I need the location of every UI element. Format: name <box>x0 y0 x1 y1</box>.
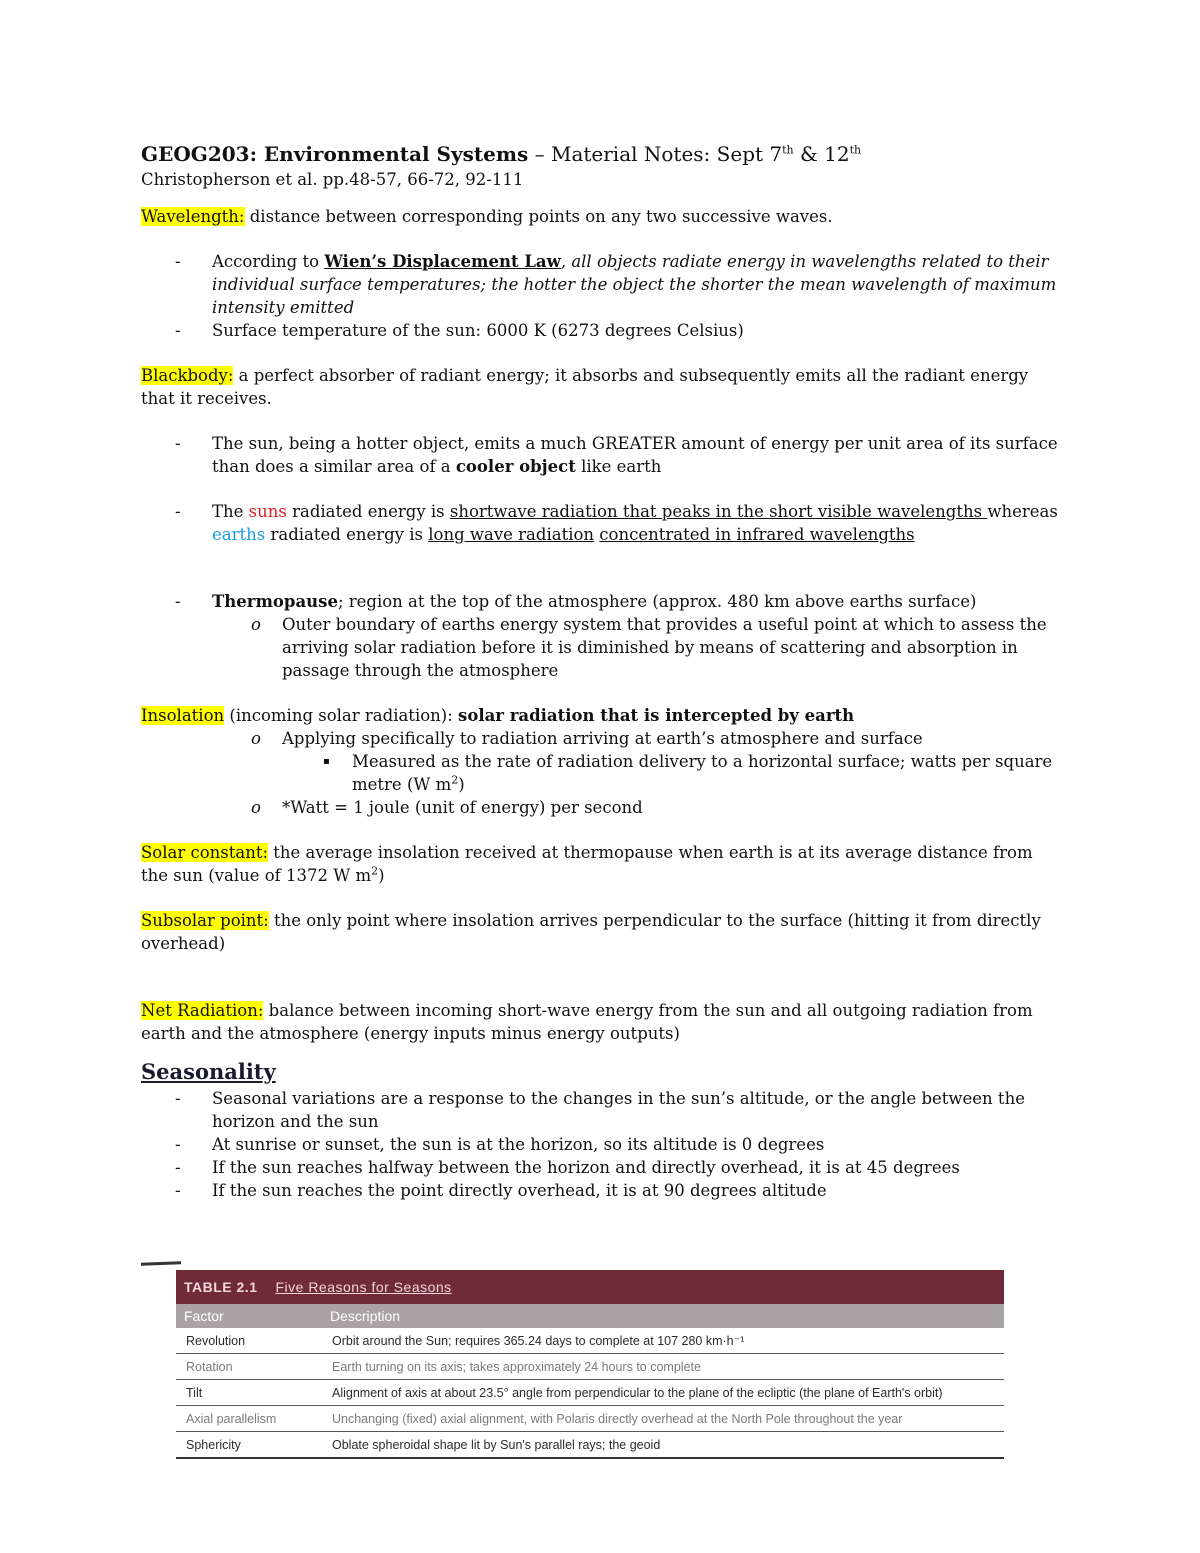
solar-constant-definition: Solar constant: the average insolation received at thermopause when earth is at its average distance from the sun (value of 1372 W $m^2$) <box>141 843 1033 885</box>
sub-sub-list-item: ▪ Measured as the rate of radiation delivery to a horizontal surface; watts per square metre (W $m^2$) <box>323 752 1053 794</box>
blackbody-definition: Blackbody: a perfect absorber of radiant energy; it absorbs and subsequently emits all the radiant energy that it receives. <box>141 366 1029 408</box>
table-row: Revolution Orbit around the Sun; requires 365.24 days to complete at 107 280 km·h⁻¹ <box>176 1328 1004 1354</box>
list-item: - At sunrise or sunset, the sun is at the horizon, so its altitude is 0 degrees <box>175 1135 825 1154</box>
table-row: Axial parallelism Unchanging (fixed) axial alignment, with Polaris directly overhead at the North Pole throughout the year <box>176 1406 1004 1432</box>
column-header-factor: Factor <box>184 1308 224 1324</box>
seasons-table <box>176 1270 1004 1459</box>
net-radiation-definition: Net Radiation: balance between incoming short-wave energy from the sun and all outgoing radiation from earth and the atmosphere (energy inputs minus energy outputs) <box>141 1001 1033 1043</box>
seasonality-heading: Seasonality <box>141 1059 276 1084</box>
course-title: GEOG203: Environmental Systems <box>141 142 529 166</box>
reference-line: Christopherson et al. pp.48-57, 66-72, 92-111 <box>141 170 524 189</box>
table-number: TABLE 2.1 <box>184 1279 258 1295</box>
wavelength-term: Wavelength: <box>141 207 245 226</box>
net-radiation-term: Net Radiation: <box>141 1001 264 1020</box>
subsolar-term: Subsolar point: <box>141 911 269 930</box>
table-header-row <box>176 1304 1004 1328</box>
list-item: - If the sun reaches the point directly overhead, it is at 90 degrees altitude <box>175 1181 827 1200</box>
table-title: Five Reasons for Seasons <box>275 1279 452 1295</box>
table-row: Tilt Alignment of axis at about 23.5° angle from perpendicular to the plane of the ecliptic (the plane of Earth's orbit) <box>176 1380 1004 1406</box>
table-title-bar <box>176 1270 1004 1304</box>
sub-list-item: o Outer boundary of earths energy system that provides a useful point at which to assess the arriving solar radiation before it is diminished by means of scattering and absorption in passage through the atmosphere <box>251 615 1047 680</box>
insolation-definition: Insolation (incoming solar radiation): solar radiation that is intercepted by earth <box>141 706 855 725</box>
list-item: - The sun, being a hotter object, emits a much GREATER amount of energy per unit area of its surface than does a similar area of a cooler object like earth <box>175 434 1058 476</box>
notes-dates: Material Notes: Sept 7 <box>550 142 783 166</box>
document-page <box>141 140 1061 1202</box>
list-item: - Seasonal variations are a response to the changes in the sun’s altitude, or the angle between the horizon and the sun <box>175 1089 1025 1131</box>
table-row: Rotation Earth turning on its axis; takes approximately 24 hours to complete <box>176 1354 1004 1380</box>
column-header-description: Description <box>330 1308 401 1324</box>
sub-list-item: o *Watt = 1 joule (unit of energy) per second <box>251 798 643 817</box>
list-item: - According to Wien’s Displacement Law, all objects radiate energy in wavelengths related to their individual surface temperatures; the hotter the object the shorter the mean wavelength of maximum intensity emitted <box>175 252 1057 317</box>
sub-list-item: o Applying specifically to radiation arriving at earth’s atmosphere and surface <box>251 729 923 748</box>
wavelength-definition: Wavelength: distance between corresponding points on any two successive waves. <box>141 207 833 226</box>
list-item: - If the sun reaches halfway between the horizon and directly overhead, it is at 45 degrees <box>175 1158 960 1177</box>
wiens-law: Wien’s Displacement Law <box>324 252 561 271</box>
list-item: - Surface temperature of the sun: 6000 K (6273 degrees Celsius) <box>175 321 744 340</box>
list-item: - The suns radiated energy is shortwave radiation that peaks in the short visible wavelengths whereas earths radiated energy is long wave radiation concentrated in infrared wavelengths <box>175 502 1058 544</box>
document-title: GEOG203: Environmental Systems – Material Notes: Sept 7th & 12th <box>141 142 862 166</box>
insolation-term: Insolation <box>141 706 225 725</box>
solar-constant-term: Solar constant: <box>141 843 269 862</box>
list-item: - Thermopause; region at the top of the atmosphere (approx. 480 km above earths surface) <box>175 592 977 611</box>
scan-edge-mark <box>141 1261 181 1265</box>
subsolar-definition: Subsolar point: the only point where insolation arrives perpendicular to the surface (hitting it from directly overhead) <box>141 911 1041 953</box>
table-row: Sphericity Oblate spheroidal shape lit by Sun's parallel rays; the geoid <box>176 1432 1004 1459</box>
blackbody-term: Blackbody: <box>141 366 234 385</box>
